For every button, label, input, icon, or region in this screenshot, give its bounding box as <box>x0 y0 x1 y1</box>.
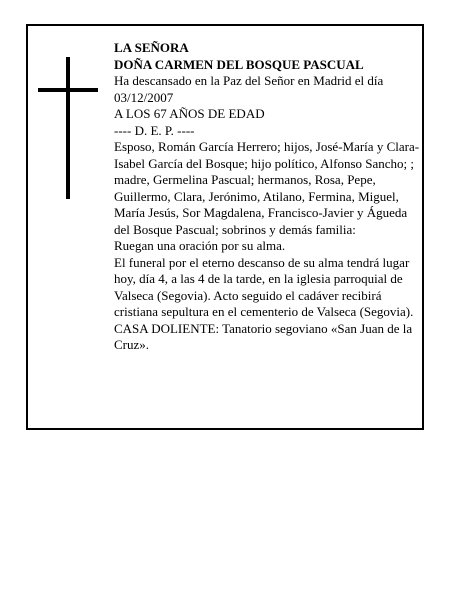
notice-title: LA SEÑORA <box>114 40 189 55</box>
deceased-name: DOÑA CARMEN DEL BOSQUE PASCUAL <box>114 56 364 72</box>
cross-horizontal-bar <box>38 88 98 92</box>
funeral-home: CASA DOLIENTE: Tanatorio segoviano «San Juan de la Cruz». <box>114 320 413 352</box>
cross-vertical-bar <box>66 57 70 199</box>
obituary-notice <box>26 24 424 430</box>
cross-icon <box>38 57 98 199</box>
prayer-line: Ruegan una oración por su alma. <box>114 238 286 253</box>
death-line: Ha descansado en la Paz del Señor en Madrid el día 03/12/2007 <box>114 73 384 105</box>
obituary-text <box>114 40 420 354</box>
funeral-details: El funeral por el eterno descanso de su alma tendrá lugar hoy, día 4, a las 4 de la tarde, en la iglesia parroquial de Valseca (Segovia). Acto seguido el cadáver recibirá cristiana sepultura en el cementerio de Valseca (Segovia). <box>114 254 414 319</box>
family-list: Esposo, Román García Herrero; hijos, José-María y Clara-Isabel García del Bosque; hijo político, Alfonso Sancho; ; madre, Germelina Pascual; hermanos, Rosa, Pepe, Guillermo, Clara, Jerónimo, Atilano, Fermina, Miguel, María Jesús, Sor Magdalena, Francisco-Javier y Águeda del Bosque Pascual; sobrinos y demás familia: <box>114 139 420 237</box>
age-line: A LOS 67 AÑOS DE EDAD <box>114 106 265 121</box>
rip-line: ---- D. E. P. ---- <box>114 122 195 138</box>
